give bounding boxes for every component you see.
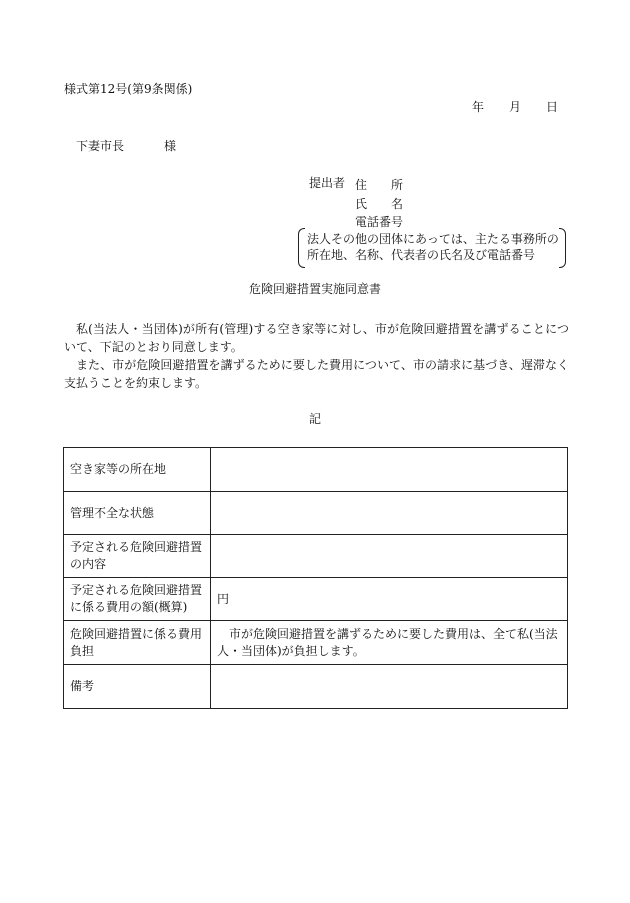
address-label: 住 所 xyxy=(355,178,404,192)
row-value-cost[interactable]: 円 xyxy=(211,578,568,621)
row-label-location: 空き家等の所在地 xyxy=(64,448,211,492)
row-value-measure[interactable] xyxy=(211,535,568,578)
document-title: 危険回避措置実施同意書 xyxy=(248,282,381,296)
date-year: 年 xyxy=(472,100,485,114)
row-value-remarks[interactable] xyxy=(211,665,568,709)
addressee-office: 下妻市長 xyxy=(76,139,125,153)
row-label-cost: 予定される危険回避措置に係る費用の額(概算) xyxy=(64,578,211,621)
row-label-condition: 管理不全な状態 xyxy=(64,492,211,535)
row-label-remarks: 備考 xyxy=(64,665,211,709)
left-bracket xyxy=(298,228,305,268)
info-table xyxy=(63,447,568,709)
date-day: 日 xyxy=(546,100,559,114)
right-bracket xyxy=(559,228,566,268)
row-label-burden: 危険回避措置に係る費用負担 xyxy=(64,621,211,665)
ki-heading: 記 xyxy=(308,412,321,426)
body-paragraph-2: また、市が危険回避措置を講ずるために要した費用について、市の請求に基づき、遅滞なく支払うことを約束します。 xyxy=(64,358,569,390)
corp-note xyxy=(298,228,566,268)
submitter-role: 提出者 xyxy=(309,176,346,190)
date-line xyxy=(472,100,558,114)
table-row xyxy=(64,578,568,621)
phone-label: 電話番号 xyxy=(355,215,404,229)
table-row xyxy=(64,448,568,492)
form-number: 様式第12号(第9条関係) xyxy=(64,82,193,96)
table-row xyxy=(64,492,568,535)
addressee-honorific: 様 xyxy=(164,139,177,153)
date-month: 月 xyxy=(509,100,522,114)
addressee xyxy=(76,139,176,153)
row-value-burden: 市が危険回避措置を講ずるために要した費用は、全て私(当法人・当団体)が負担します。 xyxy=(211,621,568,665)
row-value-condition[interactable] xyxy=(211,492,568,535)
row-label-measure: 予定される危険回避措置の内容 xyxy=(64,535,211,578)
body-paragraph-1: 私(当法人・当団体)が所有(管理)する空き家等に対し、市が危険回避措置を講ずることについて、下記のとおり同意します。 xyxy=(64,322,569,354)
table-row xyxy=(64,665,568,709)
row-value-location[interactable] xyxy=(211,448,568,492)
table-row xyxy=(64,535,568,578)
name-label: 氏 名 xyxy=(355,197,404,211)
corp-note-text: 法人その他の団体にあっては、主たる事務所の所在地、名称、代表者の氏名及び電話番号 xyxy=(307,232,559,262)
table-row xyxy=(64,621,568,665)
